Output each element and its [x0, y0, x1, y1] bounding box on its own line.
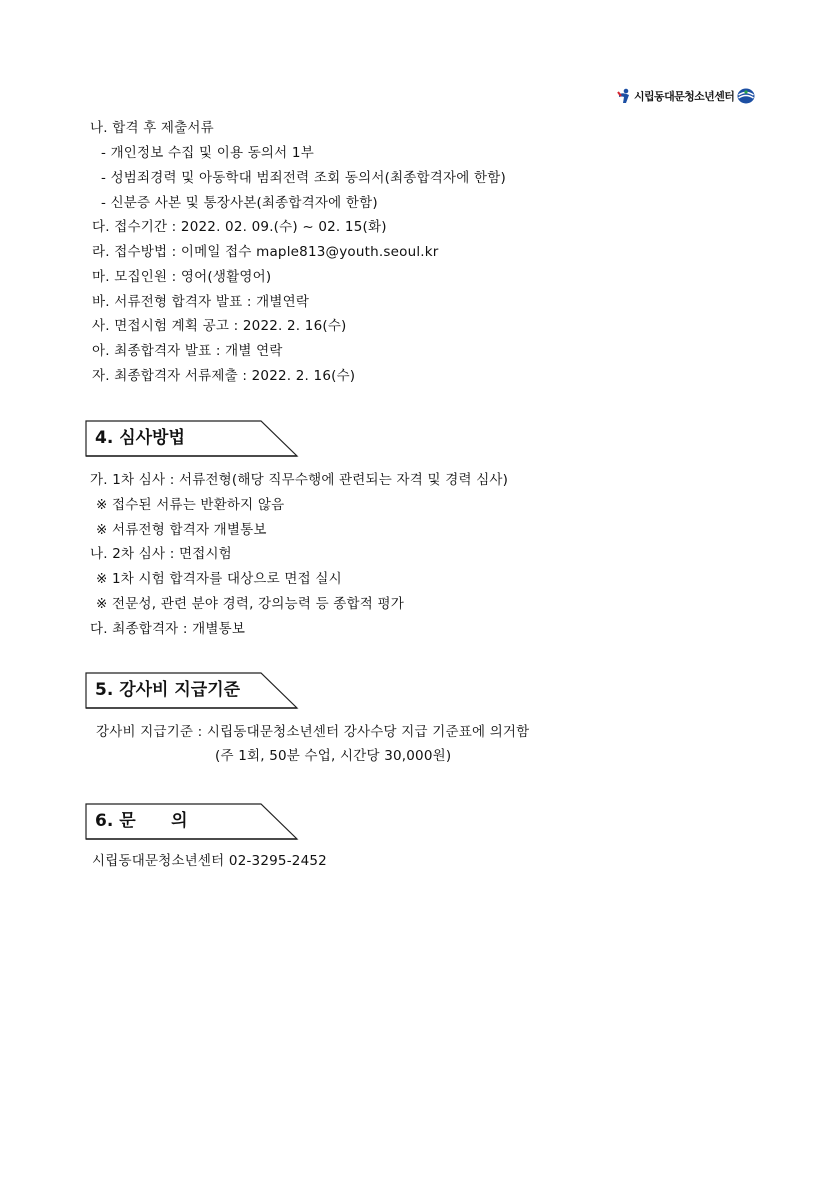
review-note: ※ 1차 시험 합격자를 대상으로 면접 실시	[96, 571, 342, 587]
list-item: - 신분증 사본 및 통장사본(최종합격자에 한함)	[101, 195, 378, 211]
review-line: 다. 최종합격자 : 개별통보	[90, 621, 246, 637]
fee-detail: (주 1회, 50분 수업, 시간당 30,000원)	[215, 748, 452, 764]
seoul-emblem-icon	[737, 88, 755, 104]
step-item: 라. 접수방법 : 이메일 접수 maple813@youth.seoul.kr	[92, 244, 439, 260]
step-item: 마. 모집인원 : 영어(생활영어)	[92, 269, 272, 285]
submit-docs-title: 나. 합격 후 제출서류	[90, 120, 214, 136]
step-item: 아. 최종합격자 발표 : 개별 연락	[92, 343, 283, 359]
review-line: 나. 2차 심사 : 면접시험	[90, 546, 232, 562]
review-note: ※ 서류전형 합격자 개별통보	[96, 522, 267, 538]
review-note: ※ 전문성, 관련 분야 경력, 강의능력 등 종합적 평가	[96, 596, 405, 612]
contact-line: 시립동대문청소년센터 02-3295-2452	[92, 853, 327, 869]
review-line: 가. 1차 심사 : 서류전형(해당 직무수행에 관련되는 자격 및 경력 심사)	[90, 472, 509, 488]
section-heading-5	[85, 672, 299, 709]
org-logo	[617, 88, 755, 104]
step-item: 바. 서류전형 합격자 발표 : 개별연락	[92, 294, 310, 310]
step-item: 다. 접수기간 : 2022. 02. 09.(수) ~ 02. 15(화)	[92, 219, 387, 235]
list-item: - 개인정보 수집 및 이용 동의서 1부	[101, 145, 314, 161]
person-logo-icon	[617, 88, 631, 104]
review-note: ※ 접수된 서류는 반환하지 않음	[96, 497, 285, 513]
section-title: 5. 강사비 지급기준	[95, 680, 241, 700]
list-item: - 성범죄경력 및 아동학대 범죄전력 조회 동의서(최종합격자에 한함)	[101, 170, 506, 186]
section-heading-4	[85, 420, 299, 457]
fee-line: 강사비 지급기준 : 시립동대문청소년센터 강사수당 지급 기준표에 의거함	[96, 724, 530, 740]
section-title: 6. 문 의	[95, 811, 188, 831]
step-item: 사. 면접시험 계획 공고 : 2022. 2. 16(수)	[92, 318, 347, 334]
section-title: 4. 심사방법	[95, 428, 185, 448]
section-heading-6	[85, 803, 299, 840]
step-item: 자. 최종합격자 서류제출 : 2022. 2. 16(수)	[92, 368, 356, 384]
logo-text: 시립동대문청소년센터	[634, 90, 735, 103]
